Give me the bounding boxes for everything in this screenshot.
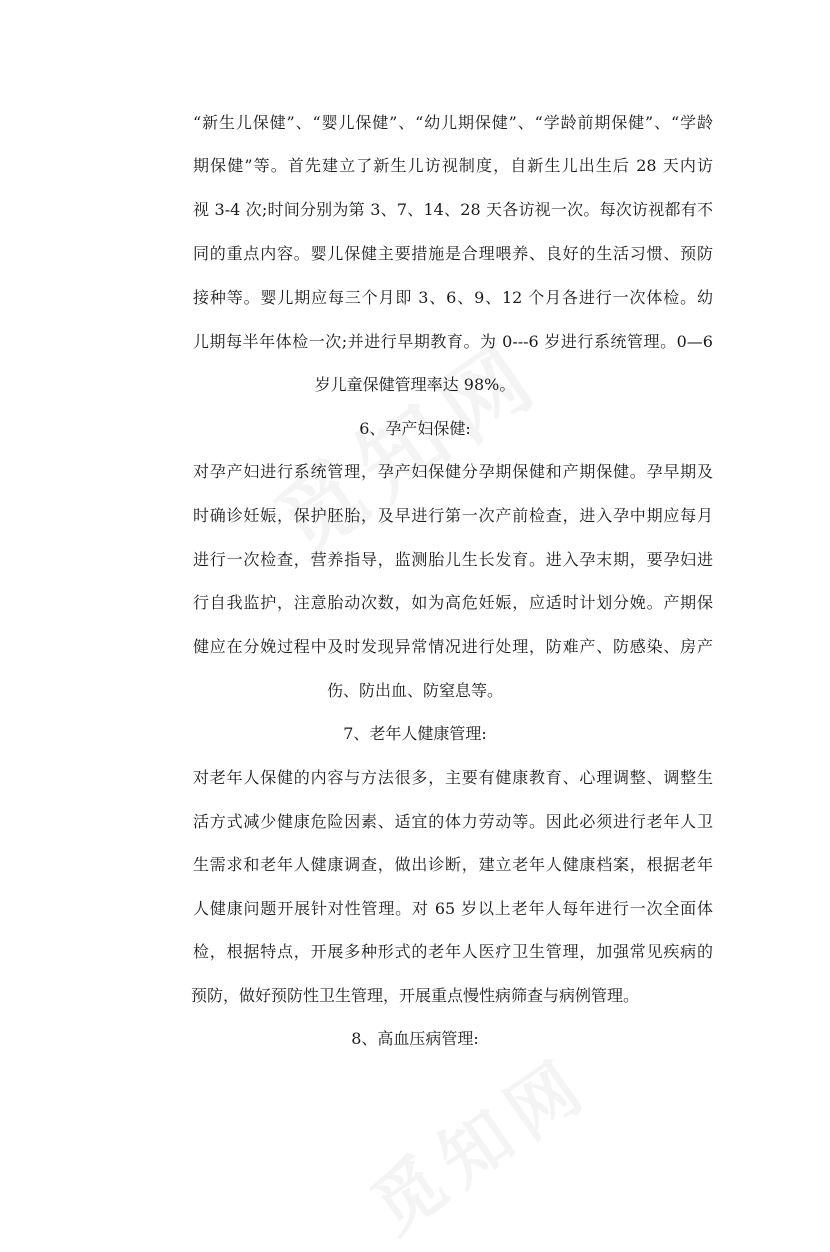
section-heading: 7、老年人健康管理: bbox=[343, 724, 487, 743]
paragraph-line: 时确诊妊娠，保护胚胎，及早进行第一次产前检查，进入孕中期应每月 bbox=[193, 506, 713, 525]
paragraph-line: 健应在分娩过程中及时发现异常情况进行处理，防难产、防感染、房产 bbox=[193, 637, 713, 656]
paragraph-line: 对老年人保健的内容与方法很多，主要有健康教育、心理调整、调整生 bbox=[193, 768, 713, 787]
paragraph-line: 接种等。婴儿期应每三个月即 3、6、9、12 个月各进行一次体检。幼 bbox=[193, 288, 713, 307]
paragraph-line: 行自我监护，注意胎动次数，如为高危妊娠，应适时计划分娩。产期保 bbox=[193, 593, 713, 612]
section-heading: 8、高血压病管理: bbox=[351, 1029, 479, 1048]
paragraph-line: 人健康问题开展针对性管理。对 65 岁以上老年人每年进行一次全面体 bbox=[193, 899, 713, 918]
paragraph-line: 检，根据特点，开展多种形式的老年人医疗卫生管理，加强常见疾病的 bbox=[193, 942, 713, 961]
paragraph-line: 儿期每半年体检一次;并进行早期教育。为 0---6 岁进行系统管理。0—6 bbox=[193, 332, 713, 351]
paragraph-line: “新生儿保健”、“婴儿保健”、“幼儿期保健”、“学龄前期保健”、“学龄 bbox=[193, 113, 713, 132]
paragraph-line: 同的重点内容。婴儿保健主要措施是合理喂养、良好的生活习惯、预防 bbox=[193, 244, 713, 263]
paragraph-line: 对孕产妇进行系统管理，孕产妇保健分孕期保健和产期保健。孕早期及 bbox=[193, 462, 713, 481]
paragraph-last-line: 预防，做好预防性卫生管理，开展重点慢性病筛查与病例管理。 bbox=[190, 986, 639, 1005]
paragraph-line: 视 3-4 次;时间分别为第 3、7、14、28 天各访视一次。每次访视都有不 bbox=[193, 200, 713, 219]
paragraph-line: 进行一次检查，营养指导，监测胎儿生长发育。进入孕末期，要孕妇进 bbox=[193, 550, 713, 569]
paragraph-line: 生需求和老年人健康调查，做出诊断，建立老年人健康档案，根据老年 bbox=[193, 855, 713, 874]
watermark bbox=[348, 1029, 607, 1252]
paragraph-last-line: 岁儿童保健管理率达 98%。 bbox=[314, 375, 516, 394]
paragraph-last-line: 伤、防出血、防窒息等。 bbox=[326, 681, 503, 700]
paragraph-line: 活方式减少健康危险因素、适宜的体力劳动等。因此必须进行老年人卫 bbox=[193, 812, 713, 831]
section-heading: 6、孕产妇保健: bbox=[359, 419, 471, 438]
paragraph-line: 期保健”等。首先建立了新生儿访视制度，自新生儿出生后 28 天内访 bbox=[193, 156, 713, 175]
